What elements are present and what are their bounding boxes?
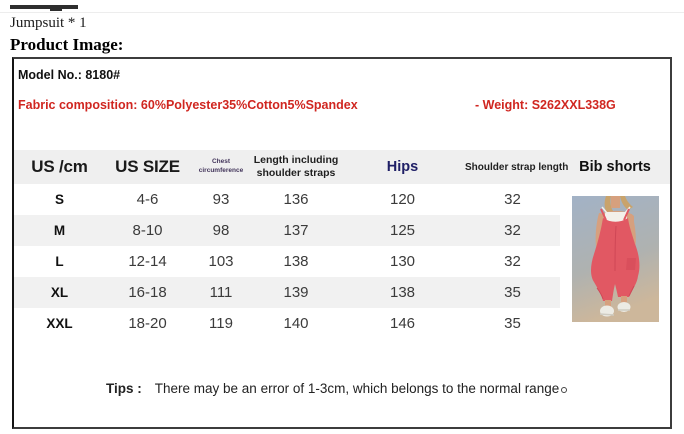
- cell-us-size: 12-14: [128, 253, 167, 270]
- cell-chest: 93: [212, 191, 230, 208]
- product-photo: [572, 196, 659, 322]
- cell-size: S: [54, 192, 64, 207]
- cell-size: L: [55, 254, 64, 269]
- cell-chest: 98: [212, 222, 230, 239]
- cell-strap: 32: [504, 222, 521, 239]
- section-title: Product Image:: [10, 35, 124, 54]
- cell-length: 136: [283, 191, 309, 208]
- col-header-chest: Chest circumference: [198, 158, 244, 174]
- col-header-strap: Shoulder strap length: [465, 161, 569, 173]
- tips-label: Tips :: [106, 381, 142, 396]
- jumpsuit-pocket: [626, 258, 636, 270]
- cell-hips: 120: [389, 191, 416, 208]
- col-header-us-cm: US /cm: [31, 157, 88, 176]
- right-ankle: [621, 296, 627, 303]
- cell-chest: 119: [209, 315, 233, 332]
- cell-length: 140: [283, 315, 309, 332]
- product-photo-cell: [560, 184, 670, 339]
- ideographic-period: [561, 387, 567, 393]
- top-crop-artifact-bar: [10, 5, 78, 9]
- cell-strap: 35: [504, 284, 521, 301]
- col-header-us-size: US SIZE: [115, 157, 180, 176]
- cell-strap: 32: [504, 253, 521, 270]
- size-chart-header-row: [14, 150, 670, 184]
- cell-length: 137: [283, 222, 309, 239]
- model-number: Model No.: 8180#: [18, 68, 121, 82]
- cell-size: XXL: [46, 316, 73, 331]
- top-crop-artifact-notch: [50, 9, 62, 11]
- cell-chest: 103: [208, 253, 234, 270]
- product-line-item: Jumpsuit * 1: [10, 15, 87, 31]
- weight-info: - Weight: S262XXL338G: [475, 98, 616, 112]
- cell-hips: 125: [389, 222, 416, 239]
- size-chart-table: [14, 150, 670, 339]
- cell-size: M: [53, 223, 66, 238]
- tips-note: [106, 381, 567, 396]
- cell-size: XL: [50, 285, 69, 300]
- cell-us-size: 8-10: [132, 222, 163, 239]
- col-header-bib-shorts: Bib shorts: [579, 159, 651, 175]
- cell-us-size: 16-18: [128, 284, 167, 301]
- col-header-hips: Hips: [386, 159, 419, 175]
- cell-us-size: 4-6: [136, 191, 159, 208]
- cell-chest: 111: [209, 284, 233, 301]
- table-row-s: [14, 184, 670, 215]
- cell-hips: 130: [389, 253, 416, 270]
- cell-strap: 32: [504, 191, 521, 208]
- product-info-panel: [12, 57, 672, 429]
- col-header-length: Length including shoulder straps: [253, 153, 339, 179]
- tips-text: There may be an error of 1-3cm, which belongs to the normal range: [154, 381, 560, 396]
- cell-strap: 35: [504, 315, 521, 332]
- cell-length: 139: [283, 284, 309, 301]
- neck: [611, 196, 620, 208]
- cell-hips: 138: [389, 284, 416, 301]
- fabric-composition: Fabric composition: 60%Polyester35%Cotton5%Spandex: [18, 98, 358, 112]
- cell-us-size: 18-20: [128, 315, 167, 332]
- cell-hips: 146: [389, 315, 416, 332]
- cell-length: 138: [283, 253, 309, 270]
- top-divider-line: [0, 12, 684, 13]
